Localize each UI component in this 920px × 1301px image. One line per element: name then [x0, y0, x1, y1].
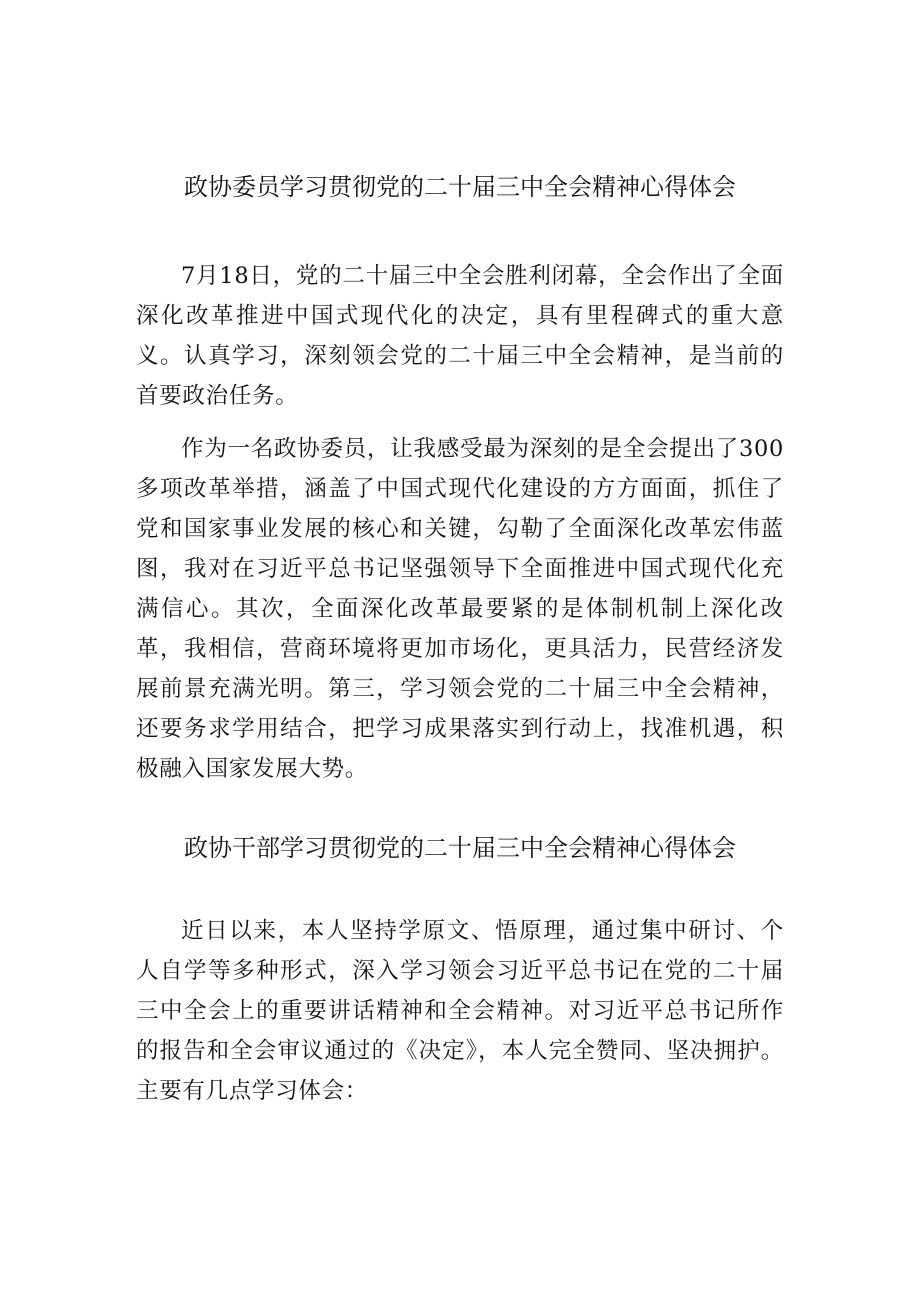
section-1-title: 政协委员学习贯彻党的二十届三中全会精神心得体会 — [184, 173, 736, 201]
section-1-paragraph-1: 7月18日，党的二十届三中全会胜利闭幕，全会作出了全面深化改革推进中国式现代化的决定，具有里程碑式的重大意义。认真学习，深刻领会党的二十届三中全会精神，是当前的首要政治任务。 — [136, 263, 784, 409]
section-2-title: 政协干部学习贯彻党的二十届三中全会精神心得体会 — [184, 834, 736, 862]
section-2-paragraph-1: 近日以来，本人坚持学原文、悟原理，通过集中研讨、个人自学等多种形式，深入学习领会习近平总书记在党的二十届三中全会上的重要讲话精神和全会精神。对习近平总书记所作的报告和全会审议通过的《决定》，本人完全赞同、坚决拥护。主要有几点学习体会： — [136, 918, 784, 1104]
section-1-paragraph-2: 作为一名政协委员，让我感受最为深刻的是全会提出了300多项改革举措，涵盖了中国式现代化建设的方方面面，抓住了党和国家事业发展的核心和关键，勾勒了全面深化改革宏伟蓝图，我对在习近平总书记坚强领导下全面推进中国式现代化充满信心。其次，全面深化改革最要紧的是体制机制上深化改革，我相信，营商环境将更加市场化，更具活力，民营经济发展前景充满光明。第三，学习领会党的二十届三中全会精神，还要务求学用结合，把学习成果落实到行动上，找准机遇，积极融入国家发展大势。 — [136, 436, 784, 782]
